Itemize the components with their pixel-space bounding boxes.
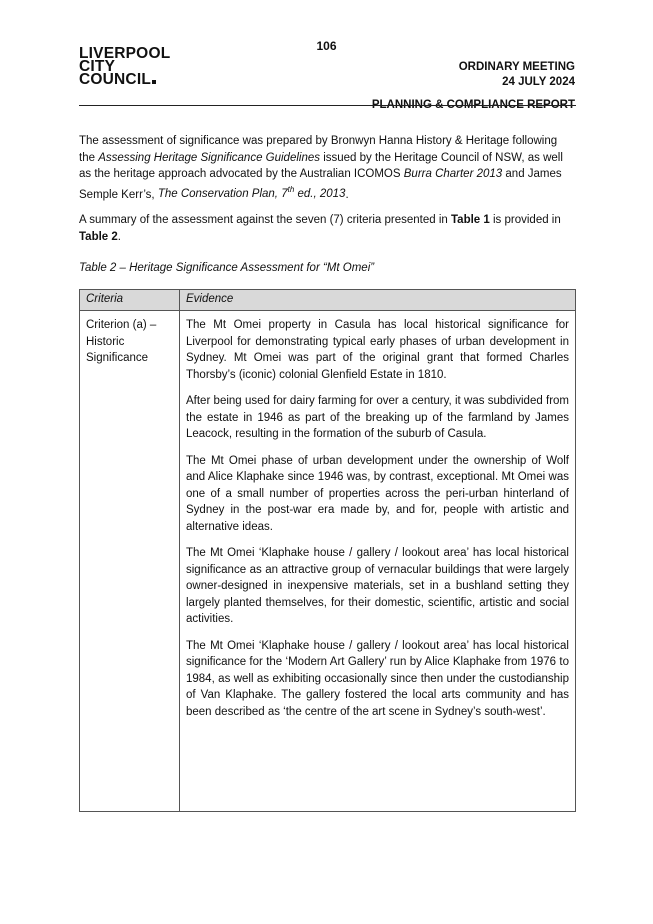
heritage-assessment-table	[79, 289, 576, 812]
evidence-paragraph: The Mt Omei phase of urban development under the ownership of Wolf and Alice Klaphake since 1946 was, by contrast, exceptional. Mt Omei was one of a small number of properties across the peri-urban hinterland of Sydney in the post-war era made by, and for, people with artistic and alternative ideas.	[186, 454, 569, 533]
criteria-cell: Criterion (a) – Historic Significance	[80, 311, 180, 812]
logo-line-2: CITY	[79, 58, 116, 75]
logo-line-3-text: COUNCIL	[79, 71, 152, 88]
logo-dot-icon	[152, 80, 156, 84]
page-number: 106	[316, 39, 337, 53]
p2-table1-ref: Table 1	[451, 214, 490, 226]
criteria-column-header: Criteria	[80, 290, 180, 311]
evidence-cell	[180, 311, 576, 812]
evidence-paragraph: The Mt Omei ‘Klaphake house / gallery / lookout area’ has local historical significance as an attractive group of vernacular buildings that were largely owner-designed in inexpensive materials, set in a bushland setting they largely planted themselves, for their domestic, scientific, artistic and social activities.	[186, 547, 569, 625]
p1-superscript: th	[287, 185, 295, 195]
p1-text-i: .	[345, 188, 349, 201]
p2-text-e: .	[117, 230, 121, 243]
evidence-paragraph: The Mt Omei ‘Klaphake house / gallery / lookout area’ has local historical significance for the ‘Modern Art Gallery’ run by Alice Klaphake from 1976 to 1984, as well as exhibiting occasionally since then under the custodianship of Van Klaphake. The gallery fostered the local arts community and has been described as ‘the centre of the art scene in Sydney’s south-west’.	[186, 639, 569, 718]
p1-guidelines-title: Assessing Heritage Significance Guidelines	[98, 151, 321, 164]
p1-conservation-plan	[157, 185, 349, 201]
p2-text-c: is provided in	[489, 214, 561, 226]
p1-text-f: The Conservation Plan, 7	[157, 188, 288, 201]
header-divider	[79, 105, 576, 106]
logo-line-1: LIVERPOOL	[79, 45, 171, 62]
p1-text-c: issued by the Heritage Council of NSW, as well as the heritage approach advocated by the Australian ICOMOS	[79, 151, 563, 180]
evidence-column-header: Evidence	[180, 290, 576, 311]
p2-table2-ref: Table 2	[79, 230, 118, 243]
meeting-type: ORDINARY MEETING	[458, 61, 575, 73]
p1-text-h: ed., 2013	[294, 188, 346, 201]
p1-burra-charter: Burra Charter 2013	[403, 168, 503, 180]
evidence-paragraph: The Mt Omei property in Casula has local historical significance for Liverpool for demonstrating typical early phases of urban development in Sydney. Mt Omei was part of the original grant that formed Charles Thorsby’s (iconic) colonial Glenfield Estate in 1810.	[186, 319, 569, 381]
meeting-date: 24 JULY 2024	[502, 76, 575, 88]
table-caption: Table 2 – Heritage Significance Assessment for “Mt Omei”	[79, 262, 375, 274]
intro-paragraph-1	[79, 133, 576, 203]
report-title: PLANNING & COMPLIANCE REPORT	[371, 99, 575, 111]
table-row	[80, 311, 576, 812]
p1-text-e: and James Semple Kerr’s,	[79, 168, 562, 201]
table-header-row	[80, 290, 576, 311]
intro-paragraph-2	[79, 212, 576, 245]
logo-line-3	[79, 73, 179, 86]
council-logo	[79, 47, 179, 86]
evidence-paragraph: After being used for dairy farming for over a century, it was subdivided from the estate in 1946 as part of the breaking up of the farmland by James Leacock, resulting in the formation of the suburb of Casula.	[186, 395, 569, 440]
p2-text-a: A summary of the assessment against the seven (7) criteria presented in	[79, 214, 452, 226]
p1-text-a: The assessment of significance was prepared by Bronwyn Hanna History & Heritage following the	[79, 135, 558, 164]
